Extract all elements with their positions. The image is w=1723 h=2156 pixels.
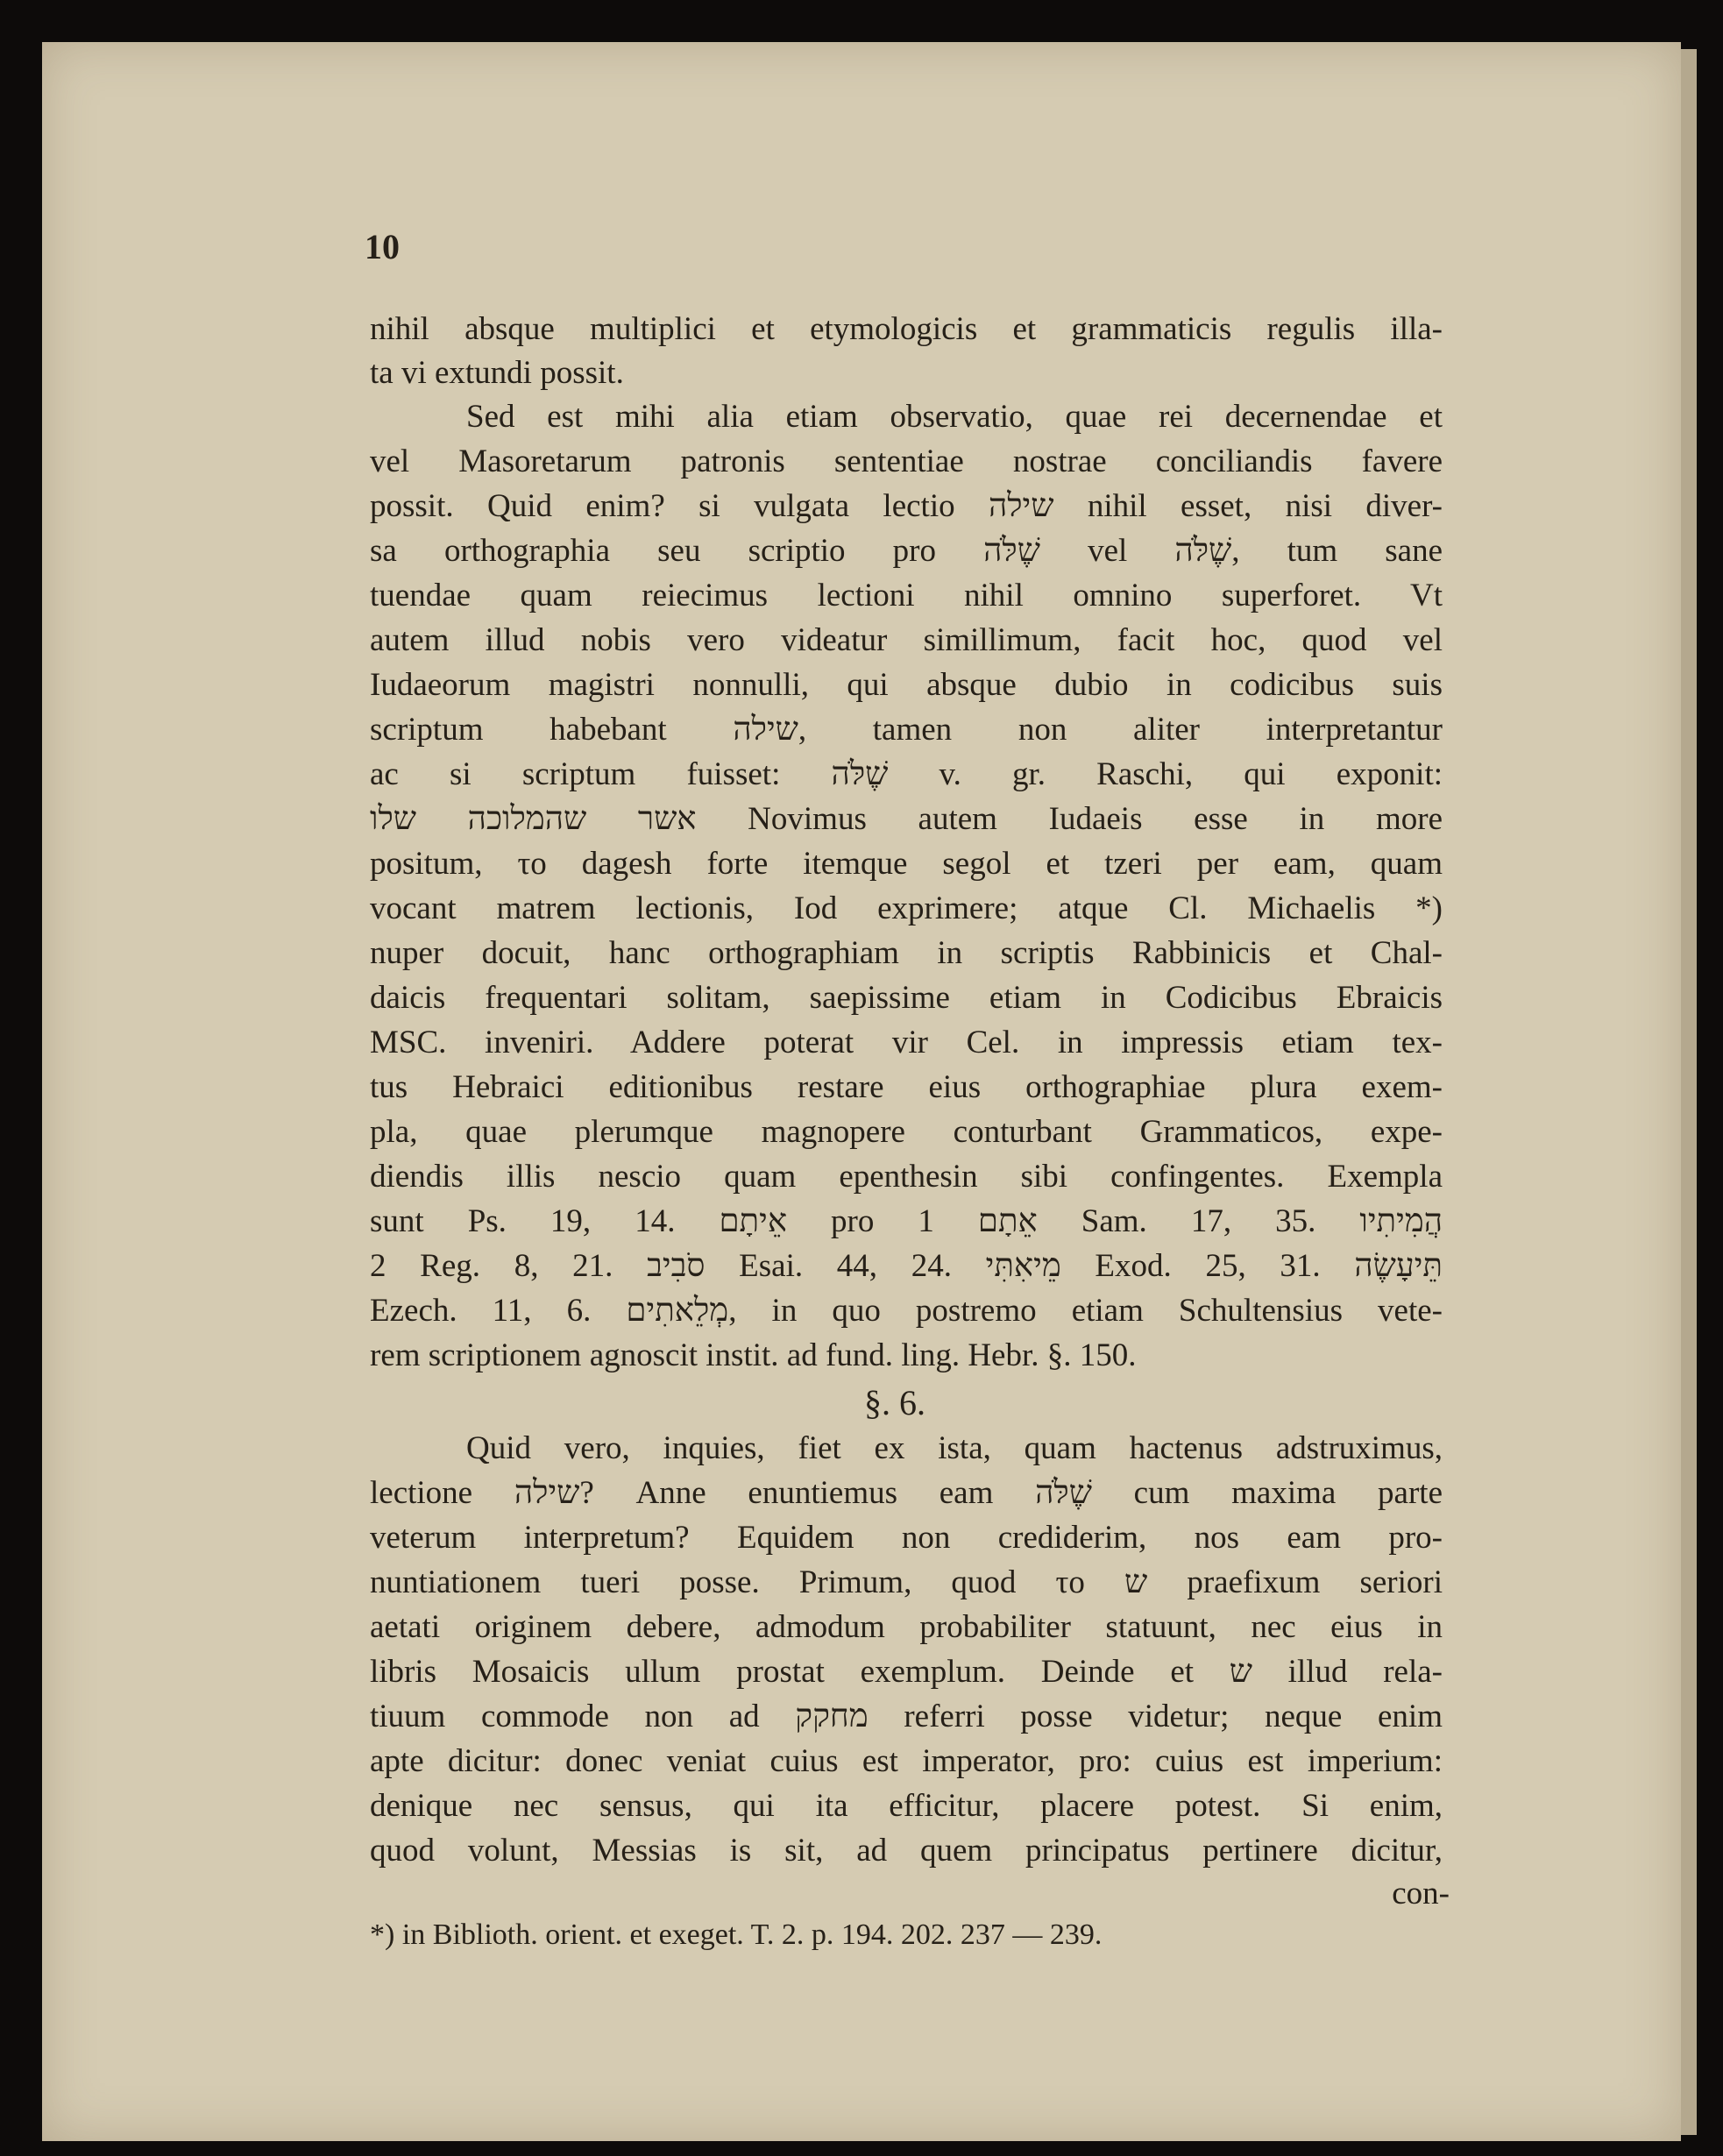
text-line: tuendae quam reiecimus lectioni nihil omnino superforet. Vt [370, 578, 1443, 613]
text-line: apte dicitur: donec veniat cuius est imperator, pro: cuius est imperium: [370, 1743, 1443, 1779]
text-line: ac si scriptum fuisset: שֶׁלֹּה v. gr. Raschi, qui exponit: [370, 756, 1443, 792]
page-edge [1681, 49, 1697, 2135]
text-line: sunt Ps. 19, 14. אֵיתָם pro אֵתָם 1 Sam. 17, 35. הֲמִיתִיו [370, 1203, 1443, 1239]
text-line: Sed est mihi alia etiam observatio, quae rei decernendae et [466, 399, 1443, 435]
text-line: pla, quae plerumque magnopere conturbant Grammaticos, expe- [370, 1114, 1443, 1150]
text-line: positum, το dagesh forte itemque segol et tzeri per eam, quam [370, 846, 1443, 882]
text-line: nihil absque multiplici et etymologicis et grammaticis regulis illa- [370, 311, 1443, 347]
page-number: 10 [365, 227, 400, 266]
text-line: daicis frequentari solitam, saepissime etiam in Codicibus Ebraicis [370, 980, 1443, 1016]
text-line: Iudaeorum magistri nonnulli, qui absque dubio in codicibus suis [370, 667, 1443, 703]
text-line: nuper docuit, hanc orthographiam in scriptis Rabbinicis et Chal- [370, 935, 1443, 971]
text-line: lectione שילה? Anne enuntiemus eam שֶׁלֹּה cum maxima parte [370, 1475, 1443, 1511]
catchword: con- [1392, 1876, 1450, 1911]
text-line: possit. Quid enim? si vulgata lectio שילה nihil esset, nisi diver- [370, 488, 1443, 524]
text-line: ta vi extundi possit. [370, 355, 624, 391]
text-line: autem illud nobis vero videatur simillimum, facit hoc, quod vel [370, 622, 1443, 658]
text-line: Quid vero, inquies, fiet ex ista, quam hactenus adstruximus, [466, 1430, 1443, 1466]
text-line: quod volunt, Messias is sit, ad quem principatus pertinere dicitur, [370, 1833, 1443, 1869]
text-line: denique nec sensus, qui ita efficitur, placere potest. Si enim, [370, 1788, 1443, 1824]
text-line: Ezech. 11, 6. מְלֵאתִים, in quo postremo etiam Schultensius vete- [370, 1293, 1443, 1329]
text-line: rem scriptionem agnoscit instit. ad fund. ling. Hebr. §. 150. [370, 1337, 1137, 1373]
text-line: אשר שהמלוכה שלו Novimus autem Iudaeis esse in more [370, 801, 1443, 837]
text-line: tiuum commode non ad מחקק referri posse videtur; neque enim [370, 1699, 1443, 1734]
text-line: veterum interpretum? Equidem non crediderim, nos eam pro- [370, 1520, 1443, 1556]
text-line: tus Hebraici editionibus restare eius orthographiae plura exem- [370, 1069, 1443, 1105]
text-line: scriptum habebant שילה, tamen non aliter interpretantur [370, 712, 1443, 748]
text-line: libris Mosaicis ullum prostat exemplum. Deinde et ש illud rela- [370, 1654, 1443, 1690]
section-heading: §. 6. [864, 1383, 925, 1422]
text-line: vel Masoretarum patronis sententiae nostrae conciliandis favere [370, 443, 1443, 479]
text-line: 2 Reg. 8, 21. סֹבִיב Esai. 44, 24. מֵיאִתִּי Exod. 25, 31. תֵּיעָשֶׂה [370, 1248, 1443, 1284]
text-line: diendis illis nescio quam epenthesin sibi confingentes. Exempla [370, 1159, 1443, 1195]
text-line: vocant matrem lectionis, Iod exprimere; atque Cl. Michaelis *) [370, 890, 1443, 926]
text-line: aetati originem debere, admodum probabiliter statuunt, nec eius in [370, 1609, 1443, 1645]
text-line: nuntiationem tueri posse. Primum, quod το ש praefixum seriori [370, 1564, 1443, 1600]
footnote: *) in Biblioth. orient. et exeget. T. 2. p. 194. 202. 237 — 239. [370, 1918, 1103, 1951]
text-line: MSC. inveniri. Addere poterat vir Cel. in impressis etiam tex- [370, 1025, 1443, 1060]
text-line: sa orthographia seu scriptio pro שֶׁלֹּה vel שֶׁלֹּה, tum sane [370, 533, 1443, 569]
text-block [330, 210, 1460, 2068]
